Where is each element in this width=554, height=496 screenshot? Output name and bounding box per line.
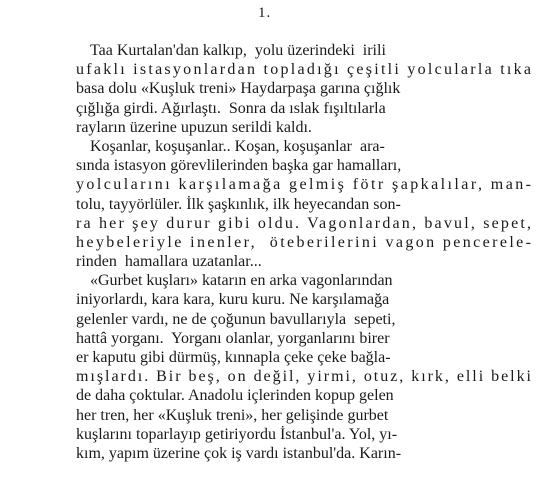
text-line: rayların üzerine upuzun serildi kaldı. [76,118,312,136]
text-line: hattâ yorganı. Yorganı olanlar, yorganlarını birer [76,329,390,347]
text-line: «Gurbet kuşları» katarın en arka vagonlarından [90,272,393,290]
text-line: er kaputu gibi dürmüş, kınnapla çeke çeke bağla- [76,349,391,366]
text-line: Koşanlar, koşuşanlar.. Koşan, koşuşanlar ara- [90,137,385,155]
text-line: Taa Kurtalan'dan kalkıp, yolu üzerindeki irili [90,42,386,59]
text-line: rinden hamallara uzatanlar... [76,253,262,271]
text-line: gelenler vardı, ne de çoğunun bavullarıyla sepeti, [76,310,396,328]
text-line: de daha çoktular. Anadolu içlerinden kopup gelen [76,387,394,405]
text-line: her tren, her «Kuşluk treni», her gelişinde gurbet [76,406,389,424]
text-line: iniyorlardı, kara kara, kuru kuru. Ne karşılamağa [76,291,390,309]
text-line: sında istasyon görevlilerinden başka gar hamalları, [76,157,402,175]
text-line: mışlardı. Bir beş, on değil, yirmi, otuz, kırk, elli belki [76,368,533,386]
text-line: yolcularını karşılamağa gelmiş fötr şapkalılar, man- [76,176,534,194]
text-line: ra her şey durur gibi oldu. Vagonlardan, bavul, sepet, [76,214,534,232]
text-line: heybeleriyle inenler, öteberilerini vagon pencerele- [76,233,534,251]
text-line: ufaklı istasyonlardan topladığı çeşitli yolcularla tıka [76,61,534,79]
text-line: basa dolu «Kuşluk treni» Haydarpaşa garına çığlık [76,80,401,98]
text-line: kuşlarını toparlayıp getiriyordu İstanbul'a. Yol, yı- [76,425,398,443]
text-line: kım, yapım üzerine çok iş vardı istanbul'da. Karın- [76,444,402,462]
page-number: 1. [258,5,272,21]
text-line: çığlığa girdi. Ağırlaştı. Sonra da ıslak fışıltılarla [76,99,386,117]
body-text [76,41,534,463]
text-line: tolu, tayyörlüler. İlk şaşkınlık, ilk heyecandan son- [76,195,401,213]
